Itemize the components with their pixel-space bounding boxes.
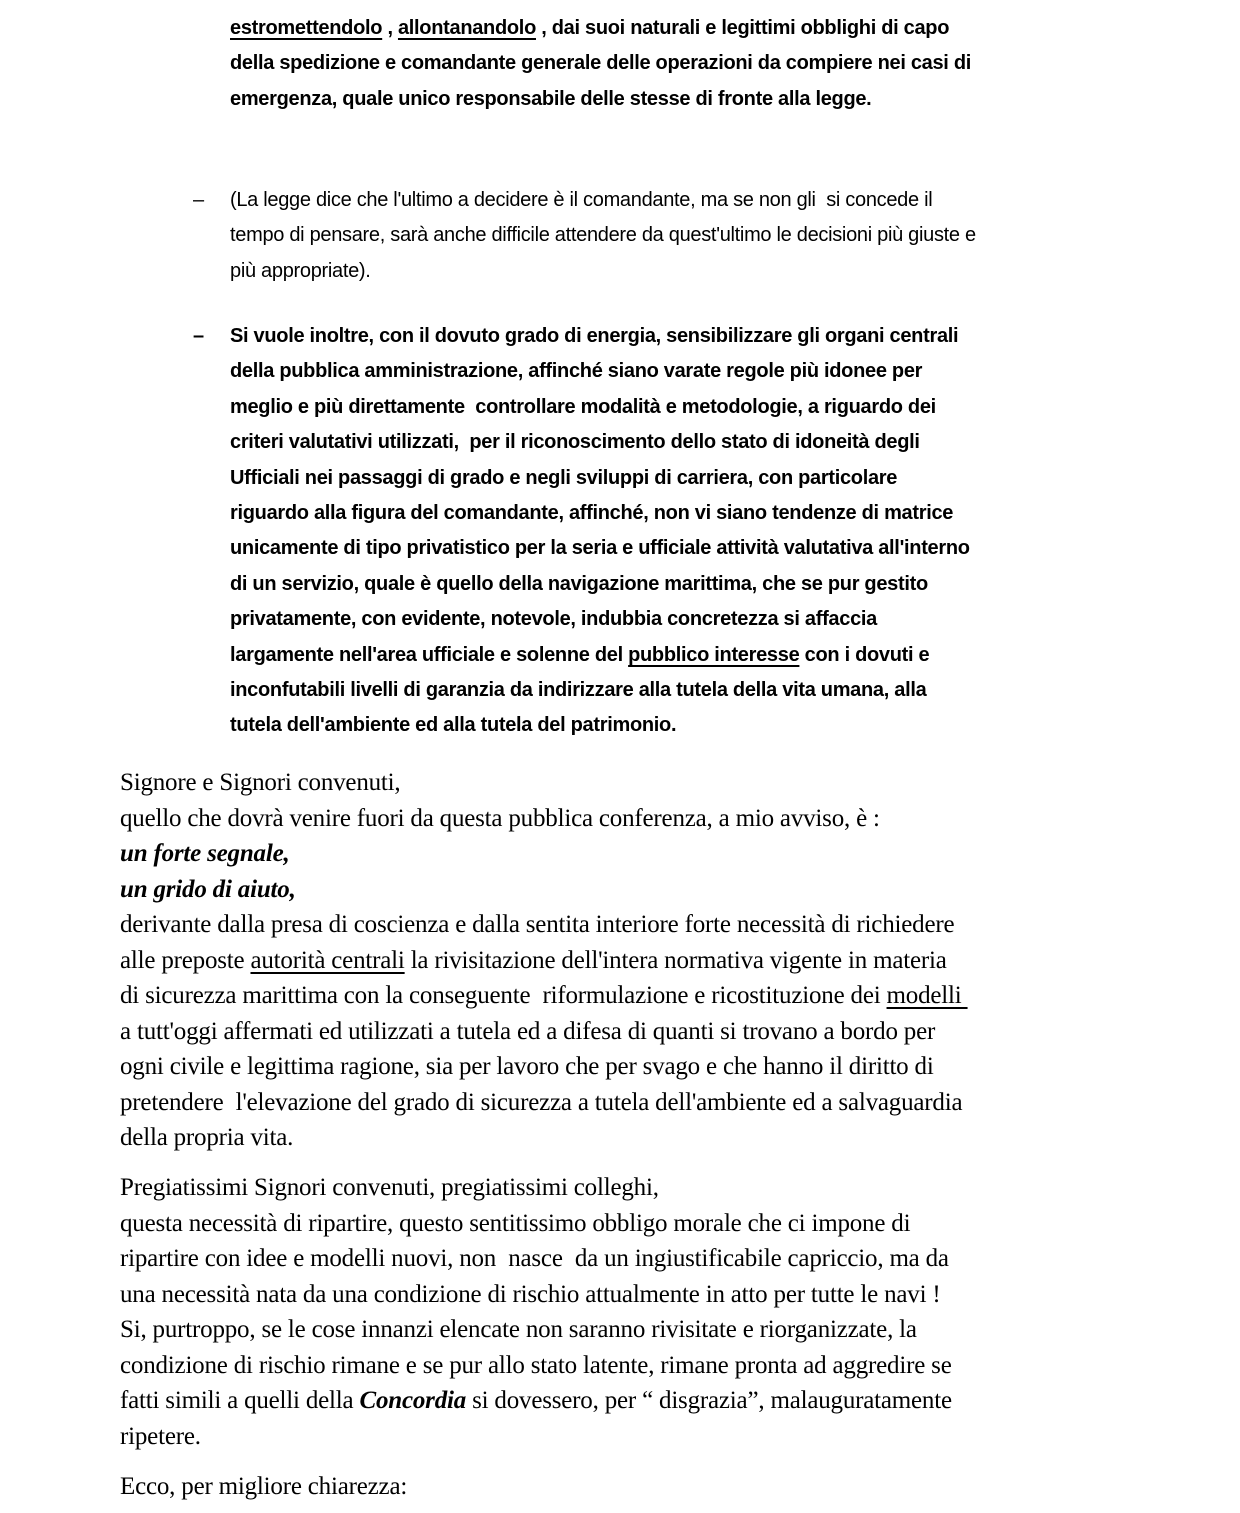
text-line [120,1312,952,1348]
text-run: Concordia [359,1387,467,1414]
text-run: fatti simili a quelli della [120,1387,360,1414]
text-run: largamente nell'area ufficiale e solenne del [230,643,629,666]
text-line [120,872,968,908]
address-paragraph-1 [120,765,968,1156]
text-run: Ufficiali nei passaggi di grado e negli sviluppi di carriera, con particolare [230,466,898,489]
text-line [120,1419,952,1455]
text-run: più appropriate). [230,259,371,282]
text-line [230,354,970,389]
text-run: della propria vita. [120,1124,294,1151]
text-line [120,801,968,837]
text-run: di sicurezza marittima con la conseguente riformulazione e ricostituzione dei [120,982,887,1009]
text-run: la rivisitazione dell'intera normativa vigente in materia [404,946,947,974]
text-run: , [382,17,398,39]
text-line [230,638,970,673]
text-line [120,1469,407,1505]
text-run: Ecco, per migliore chiarezza: [120,1473,408,1500]
text-run: alle preposte [120,946,251,974]
text-run: privatamente, con evidente, notevole, indubbia concretezza si affaccia [230,608,877,631]
text-line [230,319,970,354]
text-line [230,461,970,496]
text-line [120,943,968,979]
text-run: Si vuole inoltre, con il dovuto grado di energia, sensibilizzare gli organi centrali [230,325,959,347]
text-run: a tutt'oggi affermati ed utilizzati a tutela ed a difesa di quanti si trovano a bordo per [120,1017,936,1045]
address-paragraph-2 [120,1170,952,1454]
text-line [120,907,968,943]
text-run: emergenza, quale unico responsabile delle stesse di fronte alla legge. [230,87,872,110]
text-run: della spedizione e comandante generale delle operazioni da compiere nei casi di [230,52,971,75]
text-run: (La legge dice che l'ultimo a decidere è il comandante, ma se non gli si concede il [230,189,933,211]
text-run: Signore e Signori convenuti, [120,769,401,796]
text-line [120,1348,952,1384]
text-run: un grido di aiuto, [120,875,296,903]
bullet-dash: – [193,325,204,347]
text-run: modelli [886,982,968,1009]
text-run: ogni civile e legittima ragione, sia per lavoro che per svago e che hanno il diritto di [120,1053,934,1080]
text-run: un forte segnale, [120,840,290,867]
text-run: estromettendolo [230,17,383,39]
text-run: meglio e più direttamente controllare modalità e metodologie, a riguardo dei [230,395,936,418]
text-line [230,11,971,46]
text-line [120,836,968,872]
text-run: tempo di pensare, sarà anche difficile attendere da quest'ultimo le decisioni più giuste e [230,224,976,247]
text-run: Pregiatissimi Signori convenuti, pregiatissimi colleghi, [120,1174,659,1201]
text-line [230,496,970,531]
text-line [230,218,976,253]
text-run: autorità centrali [250,946,405,974]
main-bullet-paragraph [193,319,970,744]
text-line [230,567,970,602]
text-run: questa necessità di ripartire, questo sentitissimo obbligo morale che ci impone di [120,1209,911,1237]
text-line [230,708,970,743]
text-run: derivante dalla presa di coscienza e dalla sentita interiore forte necessità di richiedere [120,911,955,938]
text-run: una necessità nata da una condizione di rischio attualmente in atto per tutte le navi ! [120,1280,941,1308]
text-line [120,1014,968,1050]
text-line [120,1170,952,1206]
text-line [120,1241,952,1277]
text-run: ripetere. [120,1422,201,1450]
bullet-dash: – [193,189,204,211]
text-run: , dai suoi naturali e legittimi obblighi di capo [536,17,950,39]
closing-line [120,1469,407,1505]
text-run: si dovessero, per “ disgrazia”, malauguratamente [466,1387,952,1414]
intro-paragraph [230,11,971,117]
text-line [230,82,971,117]
note-bullet-paragraph [193,183,976,289]
text-run: criteri valutativi utilizzati, per il riconoscimento dello stato di idoneità degli [230,431,920,454]
text-line [120,1085,968,1121]
text-run: di un servizio, quale è quello della navigazione marittima, che se pur gestito [230,572,928,595]
text-run: riguardo alla figura del comandante, affinché, non vi siano tendenze di matrice [230,502,954,525]
text-run: con i dovuti e [799,643,930,666]
text-line [230,254,976,289]
text-line [230,183,976,218]
text-line [230,390,970,425]
text-line [120,1120,968,1156]
text-run: Si, purtroppo, se le cose innanzi elencate non saranno rivisitate e riorganizzate, la [120,1316,917,1343]
text-line [230,46,971,81]
text-line [120,978,968,1014]
text-run: condizione di rischio rimane e se pur allo stato latente, rimane pronta ad aggredire se [120,1351,952,1379]
text-run: tutela dell'ambiente ed alla tutela del patrimonio. [230,714,677,737]
text-run: ripartire con idee e modelli nuovi, non nasce da un ingiustificabile capriccio, ma da [120,1245,949,1272]
text-line [120,1277,952,1313]
text-line [120,765,968,801]
text-line [230,673,970,708]
text-run: pretendere l'elevazione del grado di sicurezza a tutela dell'ambiente ed a salvaguardia [120,1088,963,1116]
text-run: quello che dovrà venire fuori da questa pubblica conferenza, a mio avviso, è : [120,804,880,832]
text-line [230,531,970,566]
text-line [120,1206,952,1242]
text-line [120,1049,968,1085]
text-run: pubblico interesse [628,643,800,666]
text-line [120,1383,952,1419]
text-run: unicamente di tipo privatistico per la seria e ufficiale attività valutativa all'interno [230,537,970,560]
text-line [230,602,970,637]
text-run: inconfutabili livelli di garanzia da indirizzare alla tutela della vita umana, alla [230,679,927,702]
text-run: allontanandolo [397,17,536,39]
text-line [230,425,970,460]
text-run: della pubblica amministrazione, affinché siano varate regole più idonee per [230,360,923,383]
